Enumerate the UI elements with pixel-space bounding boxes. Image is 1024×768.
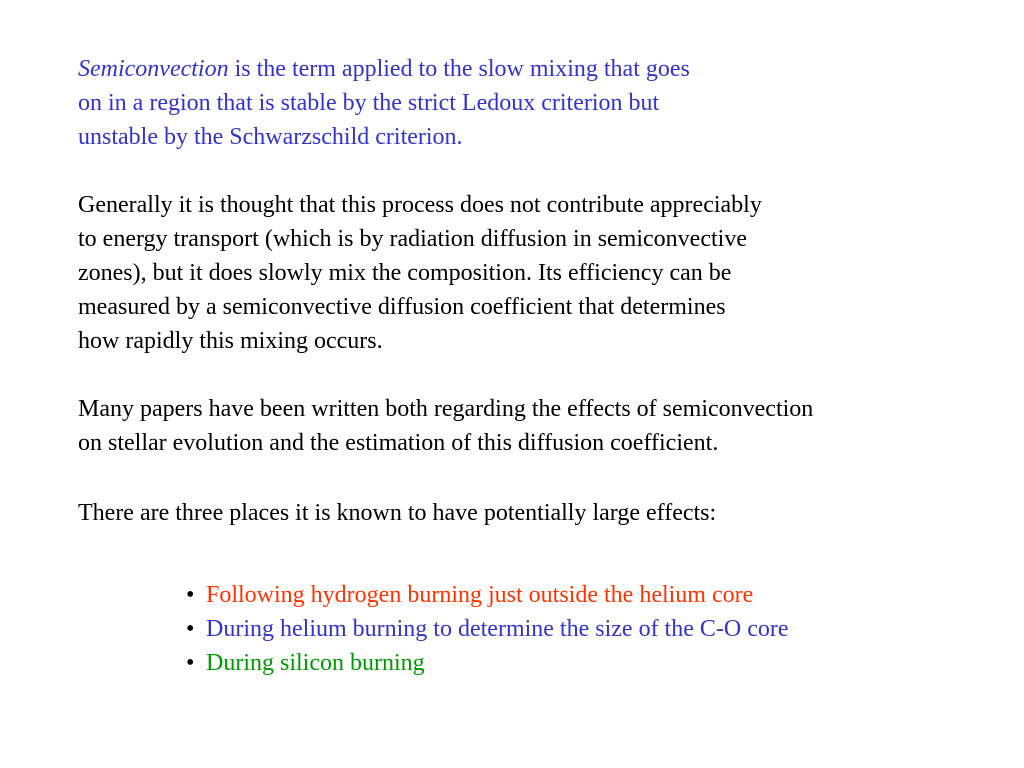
bullet-text-hydrogen: Following hydrogen burning just outside the helium core bbox=[206, 582, 754, 608]
para2-line4: measured by a semiconvective diffusion coefficient that determines bbox=[78, 294, 726, 320]
para2-line2: to energy transport (which is by radiation diffusion in semiconvective bbox=[78, 226, 747, 252]
para3-line1: Many papers have been written both regarding the effects of semiconvection bbox=[78, 396, 814, 422]
para2-line1: Generally it is thought that this process does not contribute appreciably bbox=[78, 192, 762, 218]
bullet-item-helium bbox=[186, 612, 789, 646]
bullet-text-silicon: During silicon burning bbox=[206, 650, 425, 676]
bullet-text-helium: During helium burning to determine the size of the C-O core bbox=[206, 616, 789, 642]
para2-line3: zones), but it does slowly mix the composition. Its efficiency can be bbox=[78, 260, 732, 286]
para1-line1-text: is the term applied to the slow mixing that goes bbox=[228, 56, 690, 82]
para4-line: There are three places it is known to have potentially large effects: bbox=[78, 500, 717, 526]
semiconvection-term: Semiconvection bbox=[78, 56, 229, 82]
para3-line2: on stellar evolution and the estimation of this diffusion coefficient. bbox=[78, 430, 719, 456]
bullet-marker: • bbox=[186, 616, 195, 642]
para2-line5: how rapidly this mixing occurs. bbox=[78, 328, 383, 354]
bullet-item-hydrogen bbox=[186, 578, 753, 612]
para1-line3: unstable by the Schwarzschild criterion. bbox=[78, 124, 463, 150]
para1-line1 bbox=[78, 52, 690, 86]
para1-line2: on in a region that is stable by the strict Ledoux criterion but bbox=[78, 90, 660, 116]
bullet-marker: • bbox=[186, 650, 195, 676]
bullet-marker: • bbox=[186, 582, 195, 608]
bullet-item-silicon bbox=[186, 646, 425, 680]
